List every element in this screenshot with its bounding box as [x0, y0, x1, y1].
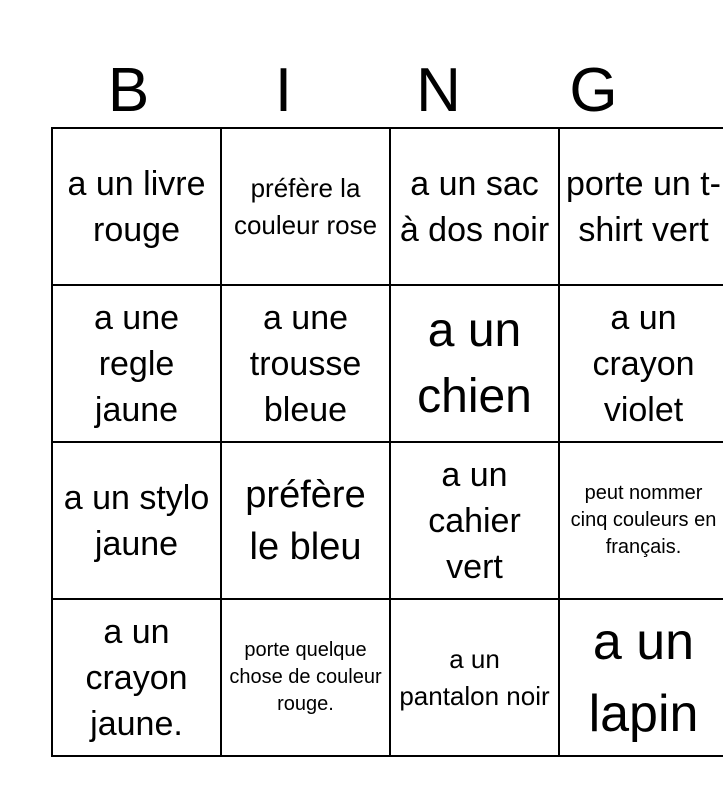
- board-row: [52, 128, 723, 285]
- cell-text: a un crayon jaune.: [85, 612, 188, 743]
- cell-text: a un livre rouge: [67, 164, 206, 249]
- bingo-cell[interactable]: [559, 285, 723, 442]
- bingo-cell[interactable]: [52, 128, 221, 285]
- header-letter-b: B: [107, 56, 150, 125]
- header-letter-g: G: [569, 56, 618, 125]
- cell-text: a un pantalon noir: [399, 643, 550, 711]
- cell-text: porte quelque chose de couleur rouge.: [229, 639, 382, 715]
- bingo-cell[interactable]: [559, 599, 723, 756]
- cell-text: peut nommer cinq couleurs en français.: [570, 482, 717, 558]
- cell-text: a une trousse bleue: [249, 298, 362, 429]
- cell-text: a un lapin: [588, 612, 699, 743]
- cell-text: porte un t-shirt vert: [566, 164, 721, 249]
- bingo-cell[interactable]: [221, 599, 390, 756]
- bingo-header: [51, 56, 671, 126]
- bingo-cell[interactable]: [390, 599, 559, 756]
- bingo-cell[interactable]: [221, 128, 390, 285]
- cell-text: préfère la couleur rose: [233, 172, 378, 240]
- bingo-cell[interactable]: [52, 599, 221, 756]
- cell-text: a un cahier vert: [428, 455, 521, 586]
- bingo-cell[interactable]: [559, 128, 723, 285]
- header-letter-i: I: [274, 56, 293, 125]
- board-row: [52, 599, 723, 756]
- bingo-cell[interactable]: [221, 442, 390, 599]
- bingo-cell[interactable]: [221, 285, 390, 442]
- cell-text: a un chien: [417, 303, 532, 423]
- cell-text: a une regle jaune: [93, 298, 180, 429]
- bingo-cell[interactable]: [390, 442, 559, 599]
- bingo-cell[interactable]: [52, 285, 221, 442]
- board-row: [52, 442, 723, 599]
- bingo-cell[interactable]: [390, 285, 559, 442]
- board-row: [52, 285, 723, 442]
- bingo-cell[interactable]: [559, 442, 723, 599]
- bingo-cell[interactable]: [390, 128, 559, 285]
- cell-text: a un crayon violet: [592, 298, 695, 429]
- cell-text: a un sac à dos noir: [399, 164, 550, 249]
- bingo-cell[interactable]: [52, 442, 221, 599]
- header-letter-n: N: [416, 56, 461, 125]
- bingo-board: [51, 127, 723, 757]
- cell-text: préfère le bleu: [245, 473, 366, 568]
- cell-text: a un stylo jaune: [63, 478, 210, 563]
